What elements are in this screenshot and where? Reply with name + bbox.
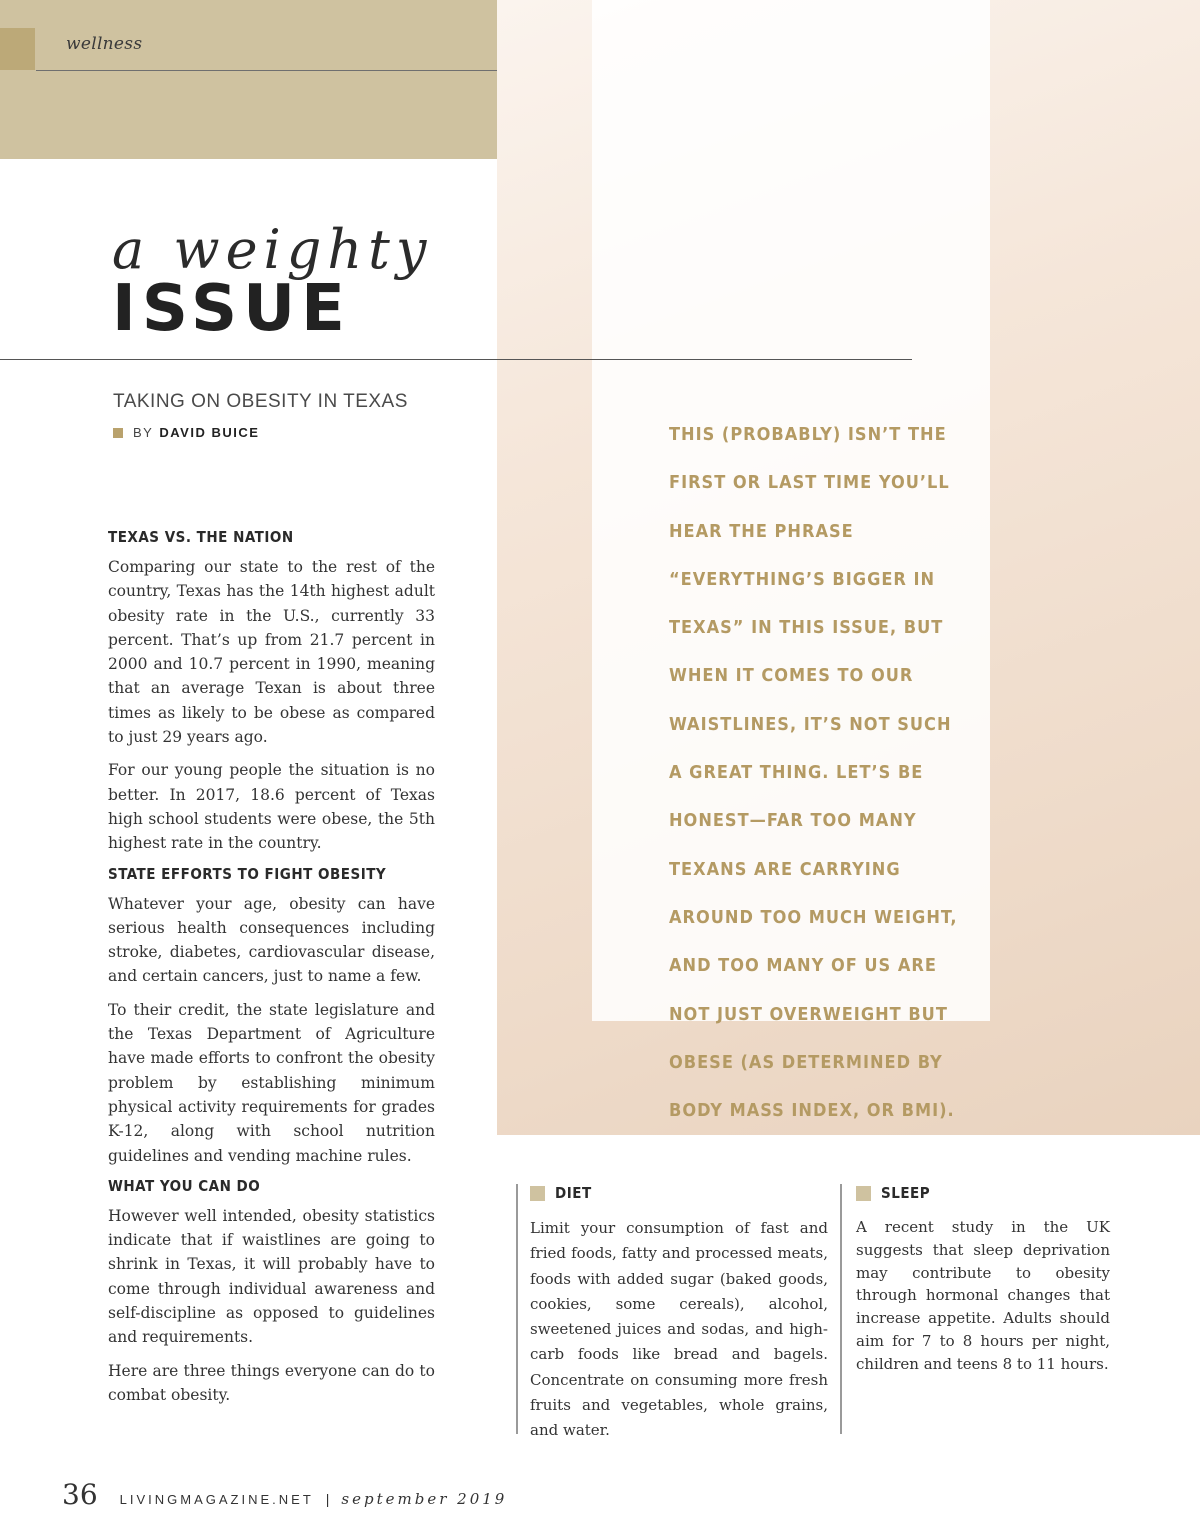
section-heading: WHAT YOU CAN DO [108,1176,261,1195]
section-heading: STATE EFFORTS TO FIGHT OBESITY [108,864,387,883]
diet-square-icon [530,1186,545,1201]
sleep-heading-label: SLEEP [881,1184,931,1202]
footer-site: LIVINGMAGAZINE.NET [119,1492,314,1507]
sleep-heading [856,1184,1110,1202]
article-subtitle: TAKING ON OBESITY IN TEXAS [113,391,408,412]
footer-separator: | [325,1491,330,1507]
article-body [108,528,435,1416]
footer-issue-date: september 2019 [341,1490,508,1508]
paragraph: Whatever your age, obesity can have serious health consequences including stroke, diabetes, cardiovascular disease, and certain cancers, just to name a few. [108,894,435,986]
diet-text: Limit your consumption of fast and fried foods, fatty and processed meats, foods with added sugar (baked goods, cookies, some cereals), alcohol, sweetened juices and sodas, and high-carb foods like bread and bagels. Concentrate on consuming more fresh fruits and vegetables, whole grains, and water. [530,1219,828,1440]
section-label: wellness [66,34,143,54]
diet-divider [516,1184,518,1434]
paragraph: To their credit, the state legislature and the Texas Department of Agriculture have made efforts to confront the obesity problem by establishing minimum physical activity requirements for grades K-12, along with school nutrition guidelines and vending machine rules. [108,1000,435,1165]
diet-heading [530,1184,828,1202]
title-script: a weighty [112,218,433,281]
diet-heading-label: DIET [555,1184,592,1202]
pull-quote: THIS (PROBABLY) ISN’T THE FIRST OR LAST TIME YOU’LL HEAR THE PHRASE “EVERYTHING’S BIGGER IN TEXAS” IN THIS ISSUE, BUT WHEN IT COMES TO OUR WAISTLINES, IT’S NOT SUCH A GREAT THING. LET’S BE HONEST—FAR TOO MANY TEXANS ARE CARRYING AROUND TOO MUCH WEIGHT, AND TOO MANY OF US ARE NOT JUST OVERWEIGHT BUT OBESE (AS DETERMINED BY BODY MASS INDEX, OR BMI). [669,424,958,1122]
paragraph: However well intended, obesity statistics indicate that if waistlines are going to shrink in Texas, it will probably have to come through individual awareness and self-discipline as opposed to guidelines and requirements. [108,1206,435,1347]
sleep-text: A recent study in the UK suggests that sleep deprivation may contribute to obesity through hormonal changes that increase appetite. Adults should aim for 7 to 8 hours per night, children and teens 8 to 11 hours. [856,1218,1110,1373]
paragraph: Here are three things everyone can do to combat obesity. [108,1361,435,1404]
header-tan-block [0,0,497,159]
byline-author: DAVID BUICE [159,425,260,440]
sleep-divider [840,1184,842,1434]
section-heading: TEXAS VS. THE NATION [108,528,294,546]
byline-prefix: BY [133,425,154,440]
page-number: 36 [62,1478,98,1511]
byline-square-icon [113,428,123,438]
sleep-square-icon [856,1186,871,1201]
diet-sidebar [530,1184,828,1444]
sleep-sidebar [856,1184,1110,1376]
byline [113,425,259,440]
page-footer [62,1478,507,1511]
page-title: ISSUE [112,272,351,346]
paragraph: For our young people the situation is no better. In 2017, 18.6 percent of Texas high school students were obese, the 5th highest rate in the country. [108,761,435,853]
header-accent-square [0,28,35,70]
paragraph: Comparing our state to the rest of the country, Texas has the 14th highest adult obesity rate in the U.S., currently 33 percent. That’s up from 21.7 percent in 2000 and 10.7 percent in 1990, meaning that an average Texan is about three times as likely to be obese as compared to just 29 years ago. [108,558,435,747]
title-divider [0,359,912,360]
